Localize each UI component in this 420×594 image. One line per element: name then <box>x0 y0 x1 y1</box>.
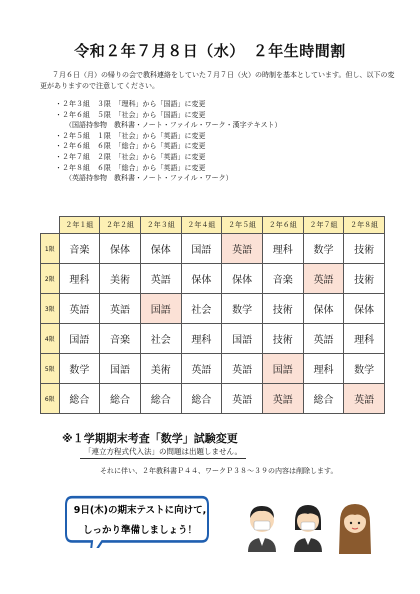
change-note: （英語持参物 教科書・ノート・ファイル・ワーク） <box>65 174 233 183</box>
subject-cell: 技術 <box>344 264 385 294</box>
class-header: ２年７組 <box>303 217 344 234</box>
subject-cell: 理科 <box>181 324 222 354</box>
change-item: ・２年８組 ６限 「総合」から「英語」に変更 <box>55 163 206 172</box>
exam-notice: 「連立方程式代入法」の問題は出題しません。 <box>80 446 246 459</box>
period-label: 2限 <box>41 264 60 294</box>
subject-cell: 理科 <box>59 264 100 294</box>
girl-long-hair-icon <box>336 500 374 554</box>
subject-cell: 英語 <box>181 354 222 384</box>
subject-cell: 数学 <box>303 234 344 264</box>
subject-cell: 国語 <box>222 324 263 354</box>
class-header: ２年６組 <box>262 217 303 234</box>
subject-cell: 技術 <box>262 294 303 324</box>
class-header: ２年８組 <box>344 217 385 234</box>
class-header: ２年４組 <box>181 217 222 234</box>
period-label: 4限 <box>41 324 60 354</box>
subject-cell: 総合 <box>181 384 222 414</box>
subject-cell: 英語 <box>344 384 385 414</box>
exam-change-heading: ※１学期期末考査「数学」試験変更 <box>62 432 238 445</box>
class-header: ２年５組 <box>222 217 263 234</box>
change-list <box>55 99 395 184</box>
subject-cell: 英語 <box>262 384 303 414</box>
subject-cell: 技術 <box>262 324 303 354</box>
change-item: ・２年５組 １限 「社会」から「英語」に変更 <box>55 131 206 140</box>
subject-cell: 音楽 <box>100 324 141 354</box>
timetable-row <box>41 294 385 324</box>
timetable-row <box>41 384 385 414</box>
bubble-line-2: しっかり準備しましょう！ <box>82 525 197 536</box>
period-label: 3限 <box>41 294 60 324</box>
subject-cell: 理科 <box>344 324 385 354</box>
subject-cell: 総合 <box>303 384 344 414</box>
subject-cell: 保体 <box>344 294 385 324</box>
subject-cell: 社会 <box>140 324 181 354</box>
timetable <box>40 216 385 414</box>
subject-cell: 総合 <box>100 384 141 414</box>
subject-cell: 英語 <box>303 324 344 354</box>
subject-cell: 国語 <box>140 294 181 324</box>
intro-paragraph: ７月６日（月）の帰りの会で教科連絡をしていた７月７日（火）の時制を基本としています。但し、以下の変更がありますので注意してください。 <box>40 71 395 90</box>
teacher-woman-icon <box>290 500 326 552</box>
subject-cell: 国語 <box>59 324 100 354</box>
subject-cell: 総合 <box>140 384 181 414</box>
subject-cell: 保体 <box>222 264 263 294</box>
exam-detail: それに伴い、２年教科書Ｐ４４、ワークＰ３８～３９の内容は削除します。 <box>100 467 338 475</box>
timetable-row <box>41 354 385 384</box>
teacher-man-icon <box>244 500 280 552</box>
change-item: ・２年６組 ６限 「総合」から「英語」に変更 <box>55 142 206 151</box>
bubble-line-1: 9日(木)の期末テストに向けて, <box>73 505 207 516</box>
subject-cell: 英語 <box>100 294 141 324</box>
subject-cell: 数学 <box>344 354 385 384</box>
class-header: ２年２組 <box>100 217 141 234</box>
timetable-row <box>41 234 385 264</box>
subject-cell: 英語 <box>140 264 181 294</box>
class-header: ２年１組 <box>59 217 100 234</box>
subject-cell: 英語 <box>222 234 263 264</box>
subject-cell: 数学 <box>222 294 263 324</box>
subject-cell: 保体 <box>181 264 222 294</box>
subject-cell: 社会 <box>181 294 222 324</box>
class-header: ２年３組 <box>140 217 181 234</box>
bubble-text <box>70 501 210 541</box>
change-item: ・２年６組 ５限 「社会」から「国語」に変更 <box>55 110 206 119</box>
subject-cell: 保体 <box>140 234 181 264</box>
subject-cell: 美術 <box>140 354 181 384</box>
subject-cell: 音楽 <box>59 234 100 264</box>
change-note: （国語持参物 教科書・ノート・ファイル・ワーク・漢字テキスト） <box>65 121 282 130</box>
subject-cell: 英語 <box>59 294 100 324</box>
subject-cell: 英語 <box>303 264 344 294</box>
subject-cell: 国語 <box>100 354 141 384</box>
timetable-row <box>41 264 385 294</box>
change-item: ・２年７組 ２限 「社会」から「英語」に変更 <box>55 152 206 161</box>
subject-cell: 保体 <box>100 234 141 264</box>
period-label: 5限 <box>41 354 60 384</box>
subject-cell: 理科 <box>303 354 344 384</box>
period-label: 6限 <box>41 384 60 414</box>
page-title: 令和２年７月８日（水） ２年生時間割 <box>74 42 346 60</box>
subject-cell: 技術 <box>344 234 385 264</box>
subject-cell: 音楽 <box>262 264 303 294</box>
subject-cell: 保体 <box>303 294 344 324</box>
subject-cell: 理科 <box>262 234 303 264</box>
change-item: ・２年３組 ３限 「理科」から「国語」に変更 <box>55 100 206 108</box>
subject-cell: 国語 <box>181 234 222 264</box>
subject-cell: 国語 <box>262 354 303 384</box>
subject-cell: 英語 <box>222 354 263 384</box>
timetable-corner <box>41 217 60 234</box>
subject-cell: 英語 <box>222 384 263 414</box>
subject-cell: 美術 <box>100 264 141 294</box>
subject-cell: 総合 <box>59 384 100 414</box>
timetable-row <box>41 324 385 354</box>
subject-cell: 数学 <box>59 354 100 384</box>
period-label: 1限 <box>41 234 60 264</box>
